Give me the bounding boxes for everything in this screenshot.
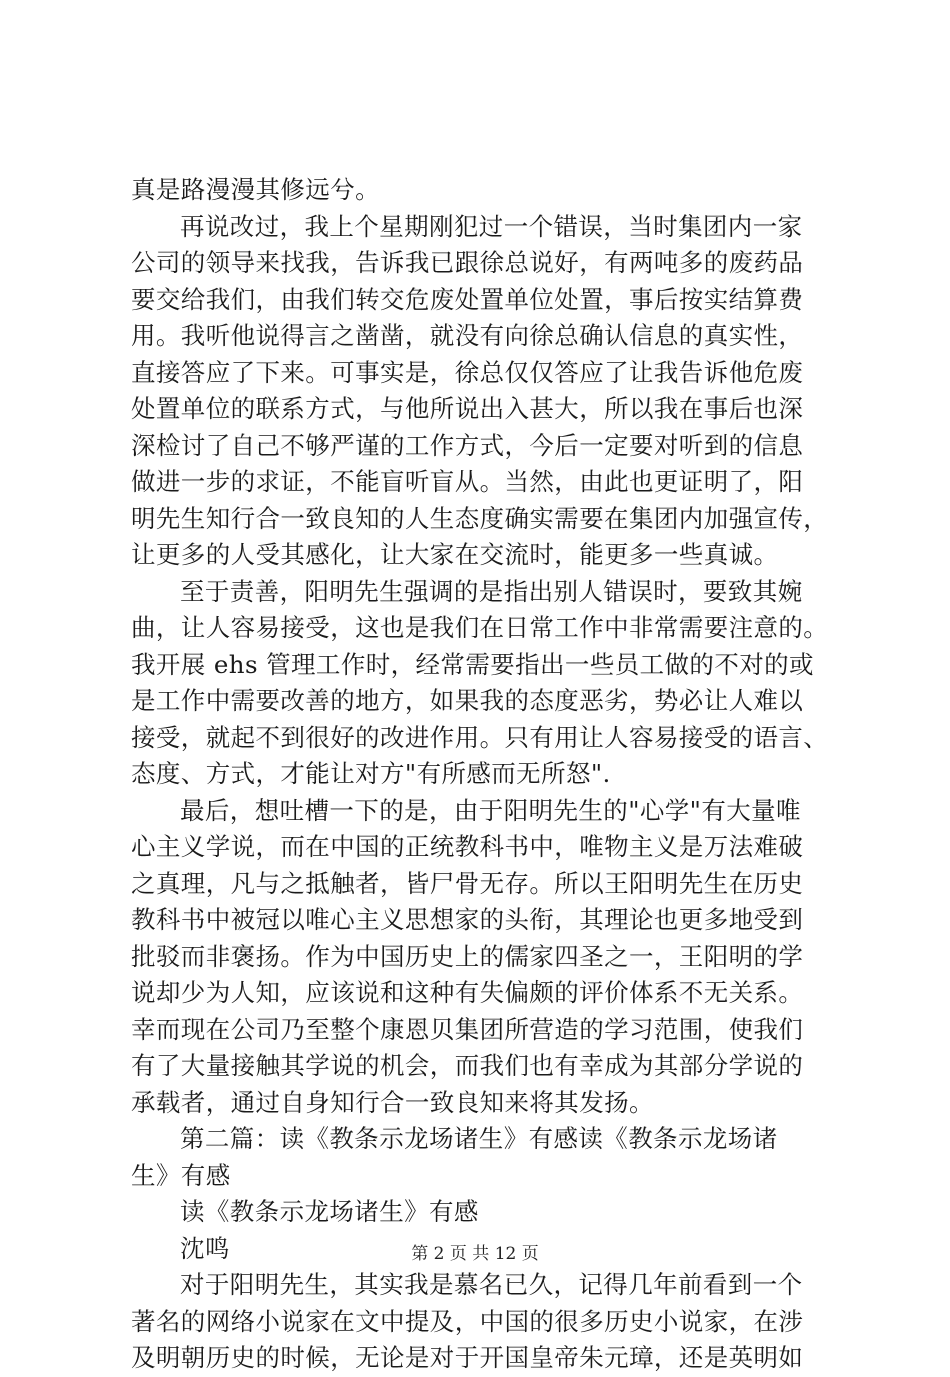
- text-line: 生》有感: [131, 1160, 231, 1190]
- text-line: 明先生知行合一致良知的人生态度确实需要在集团内加强宣传，: [131, 503, 829, 533]
- text-line: 处置单位的联系方式，与他所说出入甚大，所以我在事后也深: [131, 394, 804, 423]
- page-footer: 第 2 页 共 12 页: [411, 1244, 539, 1264]
- text-line: 幸而现在公司乃至整个康恩贝集团所营造的学习范围，使我们: [131, 1014, 804, 1044]
- text-line: 是工作中需要改善的地方，如果我的态度恶劣，势必让人难以: [131, 686, 804, 715]
- text-line: 说却少为人知，应该说和这种有失偏颇的评价体系不无关系。: [131, 978, 804, 1007]
- text-line: 再说改过，我上个星期刚犯过一个错误，当时集团内一家: [180, 211, 803, 241]
- text-line: 教科书中被冠以唯心主义思想家的头衔，其理论也更多地受到: [131, 905, 804, 934]
- text-line: 深检讨了自己不够严谨的工作方式，今后一定要对听到的信息: [131, 430, 804, 460]
- text-line: 真是路漫漫其修远兮。: [131, 175, 380, 204]
- text-line: 心主义学说，而在中国的正统教科书中，唯物主义是万法难破: [131, 832, 804, 861]
- text-line: 做进一步的求证，不能盲听盲从。当然，由此也更证明了，阳: [131, 467, 804, 496]
- text-line: 最后，想吐槽一下的是，由于阳明先生的"心学"有大量唯: [180, 795, 801, 825]
- text-line: 让更多的人受其感化，让大家在交流时，能更多一些真诚。: [131, 540, 779, 569]
- text-line: 第二篇：读《教条示龙场诸生》有感读《教条示龙场诸: [180, 1124, 778, 1153]
- text-line: 著名的网络小说家在文中提及，中国的很多历史小说家，在涉: [131, 1306, 804, 1336]
- text-line: 批驳而非褒扬。作为中国历史上的儒家四圣之一，王阳明的学: [131, 941, 804, 971]
- text-line: 我开展 ehs 管理工作时，经常需要指出一些员工做的不对的或: [131, 649, 814, 679]
- text-line: 公司的领导来找我，告诉我已跟徐总说好，有两吨多的废药品: [131, 248, 804, 277]
- text-line: 态度、方式，才能让对方"有所感而无所怒".: [131, 759, 611, 788]
- text-line: 要交给我们，由我们转交危废处置单位处置，事后按实结算费: [131, 284, 804, 314]
- text-line: 曲，让人容易接受，这也是我们在日常工作中非常需要注意的。: [131, 613, 829, 642]
- text-line: 承载者，通过自身知行合一致良知来将其发扬。: [131, 1087, 654, 1117]
- text-line: 接受，就起不到很好的改进作用。只有用让人容易接受的语言、: [131, 722, 829, 752]
- body-text: [131, 172, 831, 1377]
- text-line: 沈鸣: [180, 1233, 230, 1263]
- text-line: 有了大量接触其学说的机会，而我们也有幸成为其部分学说的: [131, 1051, 804, 1080]
- text-line: 及明朝历史的时候，无论是对于开国皇帝朱元璋，还是英明如: [131, 1343, 804, 1372]
- text-line: 之真理，凡与之抵触者，皆尸骨无存。所以王阳明先生在历史: [131, 868, 804, 898]
- text-line: 直接答应了下来。可事实是，徐总仅仅答应了让我告诉他危废: [131, 357, 804, 387]
- text-line: 读《教条示龙场诸生》有感: [180, 1197, 479, 1226]
- text-line: 至于责善，阳明先生强调的是指出别人错误时，要致其婉: [180, 576, 803, 606]
- text-line: 用。我听他说得言之凿凿，就没有向徐总确认信息的真实性，: [131, 321, 804, 350]
- text-line: 对于阳明先生，其实我是慕名已久，记得几年前看到一个: [180, 1270, 803, 1299]
